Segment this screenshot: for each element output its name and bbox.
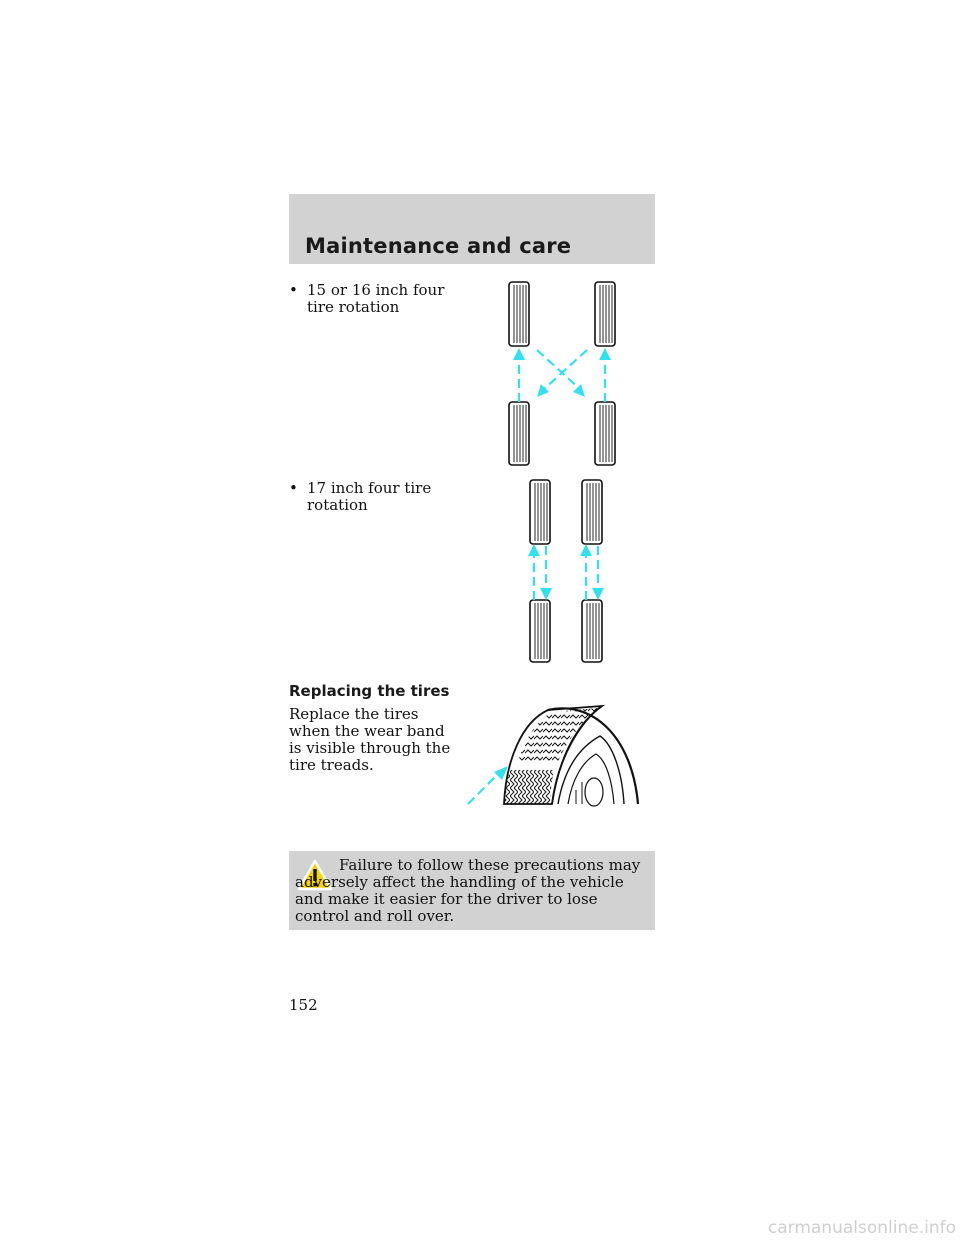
warning-text: Failure to follow these precautions may adversely affect the handling of the vehicle and make it easier for the driver to lose control and roll over. [295, 856, 641, 925]
list-item-rotation-17 [289, 480, 449, 514]
arrowhead-icon [513, 348, 525, 360]
arrowhead-icon [537, 384, 549, 397]
arrow-cross-front-right-to-rear-left [543, 350, 587, 390]
tire-wear-band-illustration [462, 700, 647, 808]
arrowhead-icon [592, 588, 604, 600]
wheel-hub [585, 778, 603, 806]
bullet-marker: • [289, 479, 298, 497]
section-heading: Replacing the tires [289, 682, 450, 700]
rotation-diagram-straight [520, 476, 620, 666]
watermark: carmanualsonline.info [767, 1218, 956, 1238]
arrowhead-icon [528, 544, 540, 556]
arrowhead-icon [580, 544, 592, 556]
arrowhead-icon [573, 384, 585, 397]
bullet-marker: • [289, 281, 298, 299]
arrow-cross-front-left-to-rear-right [537, 350, 581, 390]
warning-box [289, 851, 655, 930]
header-band [289, 194, 655, 264]
arrowhead-icon [599, 348, 611, 360]
tread-pattern [518, 708, 598, 762]
bullet-text: 15 or 16 inch four tire rotation [307, 281, 445, 316]
arrowhead-icon [494, 766, 508, 780]
page-title: Maintenance and care [305, 234, 572, 258]
wear-band-pointer [468, 774, 498, 804]
page-number: 152 [289, 996, 318, 1014]
arrowhead-icon [540, 588, 552, 600]
bullet-text: 17 inch four tire rotation [307, 479, 432, 514]
section-body: Replace the tires when the wear band is visible through the tire treads. [289, 705, 451, 774]
rotation-diagram-cross [495, 276, 635, 468]
list-item-rotation-15-16 [289, 282, 449, 316]
wear-band-pattern [504, 770, 554, 804]
